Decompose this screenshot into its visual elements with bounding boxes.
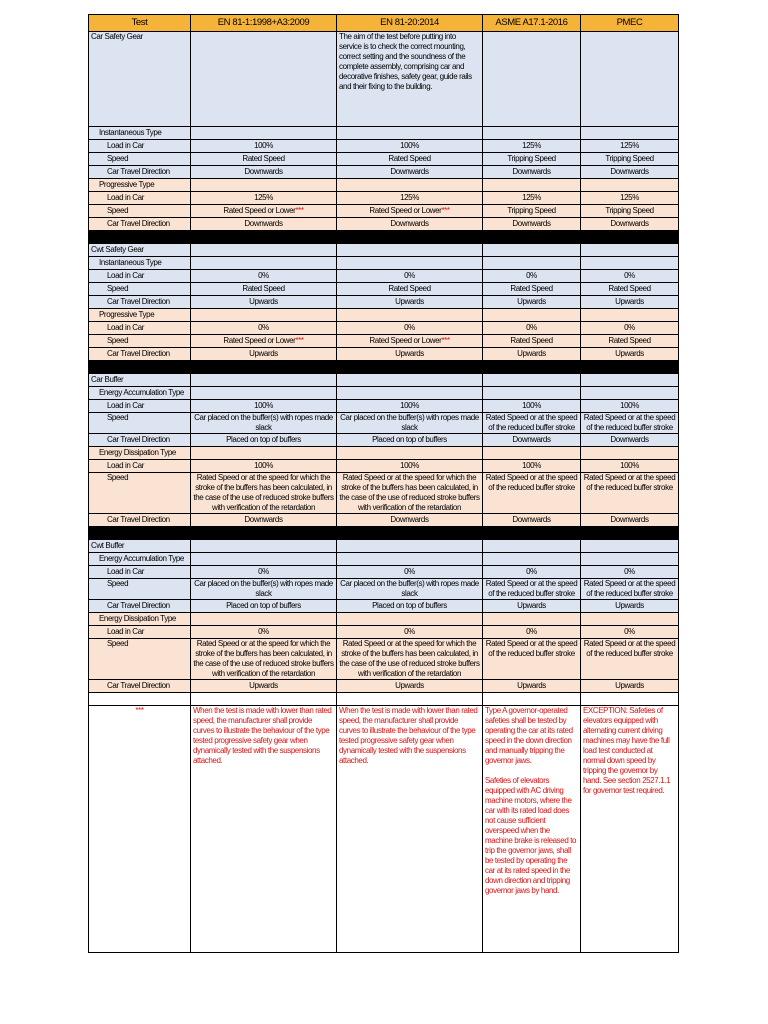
cell-test: Energy Accumulation Type [89,387,191,400]
cell-test: Speed [89,579,191,600]
cell-en81-1 [191,553,337,566]
cell-asme [483,244,581,257]
cell-pmec: Downwards [581,218,679,231]
cell-en81-20 [337,244,483,257]
table-row [89,553,679,566]
cell-asme: Upwards [483,296,581,309]
cell-pmec: 125% [581,140,679,153]
cell-pmec: Downwards [581,514,679,527]
cell-test: Progressive Type [89,179,191,192]
cell-en81-20 [337,231,483,244]
cell-en81-1 [191,231,337,244]
table-row [89,460,679,473]
cell-en81-20: 100% [337,140,483,153]
cell-en81-20: Downwards [337,218,483,231]
cell-asme [483,32,581,127]
cell-en81-1: Placed on top of buffers [191,600,337,613]
cell-test: Energy Dissipation Type [89,447,191,460]
cell-asme: Downwards [483,218,581,231]
cell-test: Progressive Type [89,309,191,322]
cell-pmec: Upwards [581,348,679,361]
cell-asme: Downwards [483,514,581,527]
cell-test: Car Travel Direction [89,166,191,179]
table-row [89,387,679,400]
cell-test: Speed [89,153,191,166]
cell-en81-20: 0% [337,322,483,335]
table-row [89,166,679,179]
cell-en81-1: Rated Speed or at the speed for which the stroke of the buffers has been calculated, in the case of the use of reduced stroke buffers with verification of the retardation [191,473,337,514]
cell-en81-20 [337,387,483,400]
cell-test: Speed [89,205,191,218]
table-row [89,626,679,639]
cell-en81-20: Placed on top of buffers [337,600,483,613]
cell-pmec: Rated Speed or at the speed of the reduced buffer stroke [581,579,679,600]
cell-en81-1 [191,447,337,460]
cell-asme: 0% [483,566,581,579]
table-row [89,348,679,361]
cell-asme: Upwards [483,680,581,693]
cell-pmec [581,179,679,192]
cell-en81-20: Placed on top of buffers [337,434,483,447]
cell-en81-1: 100% [191,460,337,473]
cell-pmec [581,127,679,140]
cell-pmec: 100% [581,400,679,413]
cell-pmec [581,374,679,387]
cell-en81-20 [337,553,483,566]
cell-pmec [581,257,679,270]
note-asme: Type A governor-operated safeties shall be tested by operating the car at its rated speed in the down direction and manually tripping the governor jaws. Safeties of elevators equipped with AC driving machine motors, where the car with its rated load does not cause sufficient overspeed when the machine brake is released to trip the governor jaws, shall be tested by operating the car at its rated speed in the down direction and tripping governor jaws by hand. [483,706,581,953]
cell-asme: 100% [483,460,581,473]
cell-pmec [581,32,679,127]
cell-pmec: Upwards [581,680,679,693]
cell-test: Car Travel Direction [89,600,191,613]
cell-asme [483,127,581,140]
table-body [89,15,679,953]
cell-pmec [581,540,679,553]
cell-pmec: Rated Speed or at the speed of the reduced buffer stroke [581,413,679,434]
cell-asme [483,179,581,192]
cell-pmec [581,553,679,566]
cell-en81-20 [337,127,483,140]
cell-test: Cwt Safety Gear [89,244,191,257]
cell-pmec [581,231,679,244]
cell-asme: Upwards [483,348,581,361]
cell-asme [483,361,581,374]
cell-en81-1 [191,527,337,540]
cell-en81-1: Downwards [191,166,337,179]
table-row [89,335,679,348]
table-row [89,257,679,270]
cell-en81-20: 100% [337,400,483,413]
cell-en81-1: Rated Speed [191,153,337,166]
cell-en81-1: 0% [191,322,337,335]
cell-pmec: 0% [581,566,679,579]
note-en81-1: When the test is made with lower than rated speed, the manufacturer shall provide curves to illustrate the behaviour of the type tested progressive safety gear when dynamically tested with the suspensions attached. [191,706,337,953]
cell-pmec: Tripping Speed [581,153,679,166]
cell-pmec: Rated Speed or at the speed of the reduced buffer stroke [581,473,679,514]
cell-en81-20 [337,447,483,460]
table-row [89,361,679,374]
cell-en81-20 [337,257,483,270]
cell-en81-1: Upwards [191,296,337,309]
cell-asme [483,387,581,400]
cell-test: Speed [89,639,191,680]
table-row [89,434,679,447]
cell-asme: Rated Speed or at the speed of the reduced buffer stroke [483,639,581,680]
cell-test [89,527,191,540]
cell-en81-20: Car placed on the buffer(s) with ropes made slack [337,579,483,600]
cell-en81-1 [191,244,337,257]
table-row [89,218,679,231]
cell-en81-20: Car placed on the buffer(s) with ropes made slack [337,413,483,434]
table-row [89,527,679,540]
cell-en81-1: Rated Speed or Lower*** [191,205,337,218]
cell-en81-20: 0% [337,270,483,283]
cell-en81-1: 0% [191,270,337,283]
footnote-marker: *** [441,206,450,215]
cell-test [89,693,191,706]
cell-en81-20 [337,693,483,706]
cell-asme [483,613,581,626]
cell-en81-20: Rated Speed or at the speed for which the stroke of the buffers has been calculated, in the case of the use of reduced stroke buffers with verification of the retardation [337,639,483,680]
cell-asme: Tripping Speed [483,153,581,166]
cell-en81-1 [191,361,337,374]
cell-en81-20: 0% [337,566,483,579]
cell-test: Car Travel Direction [89,434,191,447]
table-row [89,400,679,413]
cell-asme [483,540,581,553]
cell-en81-20: 0% [337,626,483,639]
cell-pmec: Rated Speed [581,335,679,348]
cell-asme: Rated Speed [483,283,581,296]
table-row [89,447,679,460]
cell-asme: 100% [483,400,581,413]
cell-en81-1: 100% [191,400,337,413]
cell-en81-20: Rated Speed or Lower*** [337,205,483,218]
cell-test: Car Buffer [89,374,191,387]
cell-en81-1: Downwards [191,514,337,527]
cell-test: Car Travel Direction [89,218,191,231]
cell-test: Cwt Buffer [89,540,191,553]
cell-en81-20: Rated Speed [337,153,483,166]
cell-en81-1: 125% [191,192,337,205]
table-row [89,639,679,680]
cell-en81-20: 125% [337,192,483,205]
cell-en81-20: Rated Speed [337,283,483,296]
cell-test: Energy Dissipation Type [89,613,191,626]
cell-pmec: Tripping Speed [581,205,679,218]
table-row [89,566,679,579]
cell-en81-1 [191,179,337,192]
cell-asme: Upwards [483,600,581,613]
cell-test: Speed [89,335,191,348]
cell-asme: Downwards [483,166,581,179]
cell-en81-1: Rated Speed [191,283,337,296]
table-row [89,127,679,140]
cell-asme [483,447,581,460]
cell-en81-1 [191,540,337,553]
cell-asme: Rated Speed or at the speed of the reduced buffer stroke [483,579,581,600]
cell-en81-20: Downwards [337,514,483,527]
cell-test: Car Travel Direction [89,514,191,527]
cell-en81-1: 0% [191,626,337,639]
cell-test: Load in Car [89,192,191,205]
cell-en81-1: Rated Speed or Lower*** [191,335,337,348]
cell-test: Car Safety Gear [89,32,191,127]
table-row [89,613,679,626]
table-row [89,693,679,706]
cell-test [89,361,191,374]
cell-en81-20: Upwards [337,680,483,693]
table-row [89,283,679,296]
cell-pmec: Upwards [581,296,679,309]
cell-en81-1 [191,374,337,387]
table-row [89,579,679,600]
cell-test: Speed [89,473,191,514]
cell-en81-20 [337,361,483,374]
cell-asme [483,374,581,387]
note-pmec: EXCEPTION: Safeties of elevators equipped with alternating current driving machines may have the full load test conducted at normal down speed by tripping the governor by hand. See section 2527.1.1 for governor test required. [581,706,679,953]
cell-asme: Rated Speed or at the speed of the reduced buffer stroke [483,413,581,434]
cell-pmec: 125% [581,192,679,205]
cell-asme [483,257,581,270]
table-row [89,140,679,153]
table-row [89,153,679,166]
table-row [89,680,679,693]
cell-en81-20 [337,309,483,322]
table-row [89,270,679,283]
cell-pmec: Downwards [581,166,679,179]
cell-asme: Downwards [483,434,581,447]
cell-asme: 0% [483,626,581,639]
header-cell-pmec: PMEC [581,15,679,32]
cell-pmec [581,613,679,626]
cell-asme: Tripping Speed [483,205,581,218]
table-row [89,309,679,322]
table-row [89,192,679,205]
header-cell-en81-20: EN 81-20:2014 [337,15,483,32]
cell-en81-1: 0% [191,566,337,579]
cell-test: Car Travel Direction [89,680,191,693]
table-row [89,600,679,613]
cell-en81-20 [337,374,483,387]
cell-pmec [581,309,679,322]
cell-asme: 0% [483,322,581,335]
table-row [89,179,679,192]
cell-asme: 0% [483,270,581,283]
header-cell-asme: ASME A17.1-2016 [483,15,581,32]
footnote-marker: *** [295,336,304,345]
cell-en81-1: Car placed on the buffer(s) with ropes made slack [191,579,337,600]
cell-test: Load in Car [89,626,191,639]
cell-test: Instantaneous Type [89,127,191,140]
cell-asme: Rated Speed or at the speed of the reduced buffer stroke [483,473,581,514]
header-cell-en81-1: EN 81-1:1998+A3:2009 [191,15,337,32]
cell-en81-1 [191,693,337,706]
comparison-table [88,14,679,953]
cell-en81-1 [191,127,337,140]
cell-pmec [581,387,679,400]
cell-en81-20: Upwards [337,296,483,309]
cell-test: Load in Car [89,460,191,473]
cell-test: Load in Car [89,322,191,335]
cell-en81-1: 100% [191,140,337,153]
footnote-marker: *** [295,206,304,215]
cell-test: Speed [89,283,191,296]
cell-en81-20 [337,179,483,192]
cell-pmec: 100% [581,460,679,473]
cell-en81-20: Rated Speed or Lower*** [337,335,483,348]
cell-pmec [581,527,679,540]
cell-asme [483,553,581,566]
table-row [89,374,679,387]
cell-en81-20 [337,527,483,540]
cell-pmec [581,693,679,706]
footnote-marker: *** [441,336,450,345]
note-en81-20: When the test is made with lower than rated speed, the manufacturer shall provide curves to illustrate the behaviour of the type tested progressive safety gear when dynamically tested with the suspensions attached. [337,706,483,953]
cell-en81-20: The aim of the test before putting into service is to check the correct mounting, correct setting and the soundness of the complete assembly, comprising car and decorative finishes, safety gear, guide rails and their fixing to the building. [337,32,483,127]
cell-en81-1 [191,309,337,322]
cell-en81-1: Car placed on the buffer(s) with ropes made slack [191,413,337,434]
cell-asme [483,309,581,322]
table-row [89,413,679,434]
cell-test: Car Travel Direction [89,348,191,361]
table-row [89,244,679,257]
cell-asme [483,693,581,706]
cell-en81-1: Rated Speed or at the speed for which the stroke of the buffers has been calculated, in the case of the use of reduced stroke buffers with verification of the retardation [191,639,337,680]
cell-test: Instantaneous Type [89,257,191,270]
table-row [89,514,679,527]
cell-pmec [581,447,679,460]
cell-test [89,231,191,244]
cell-test: Load in Car [89,400,191,413]
cell-asme: 125% [483,140,581,153]
table-row [89,231,679,244]
cell-test: Speed [89,413,191,434]
cell-asme: 125% [483,192,581,205]
cell-pmec: Upwards [581,600,679,613]
cell-pmec: 0% [581,322,679,335]
cell-en81-1: Upwards [191,680,337,693]
cell-pmec [581,361,679,374]
cell-test: Energy Accumulation Type [89,553,191,566]
table-row [89,540,679,553]
cell-pmec: Downwards [581,434,679,447]
cell-asme [483,527,581,540]
cell-en81-1 [191,613,337,626]
cell-en81-1 [191,32,337,127]
cell-test: Load in Car [89,566,191,579]
notes-row [89,706,679,953]
cell-pmec: 0% [581,270,679,283]
cell-pmec: Rated Speed or at the speed of the reduced buffer stroke [581,639,679,680]
cell-test: Load in Car [89,140,191,153]
cell-pmec: 0% [581,626,679,639]
cell-asme [483,231,581,244]
cell-test: Load in Car [89,270,191,283]
notes-marker: *** [89,706,191,953]
cell-en81-20: Upwards [337,348,483,361]
cell-en81-1 [191,257,337,270]
cell-en81-20: Rated Speed or at the speed for which the stroke of the buffers has been calculated, in the case of the use of reduced stroke buffers with verification of the retardation [337,473,483,514]
cell-en81-20 [337,613,483,626]
cell-en81-20: 100% [337,460,483,473]
cell-en81-1: Upwards [191,348,337,361]
cell-test: Car Travel Direction [89,296,191,309]
header-cell-test: Test [89,15,191,32]
table-row [89,296,679,309]
cell-en81-20 [337,540,483,553]
table-row [89,32,679,127]
cell-pmec: Rated Speed [581,283,679,296]
header-row [89,15,679,32]
table-row [89,473,679,514]
cell-en81-1: Placed on top of buffers [191,434,337,447]
cell-en81-1: Downwards [191,218,337,231]
table-row [89,205,679,218]
table-row [89,322,679,335]
cell-asme: Rated Speed [483,335,581,348]
cell-en81-20: Downwards [337,166,483,179]
cell-en81-1 [191,387,337,400]
cell-pmec [581,244,679,257]
